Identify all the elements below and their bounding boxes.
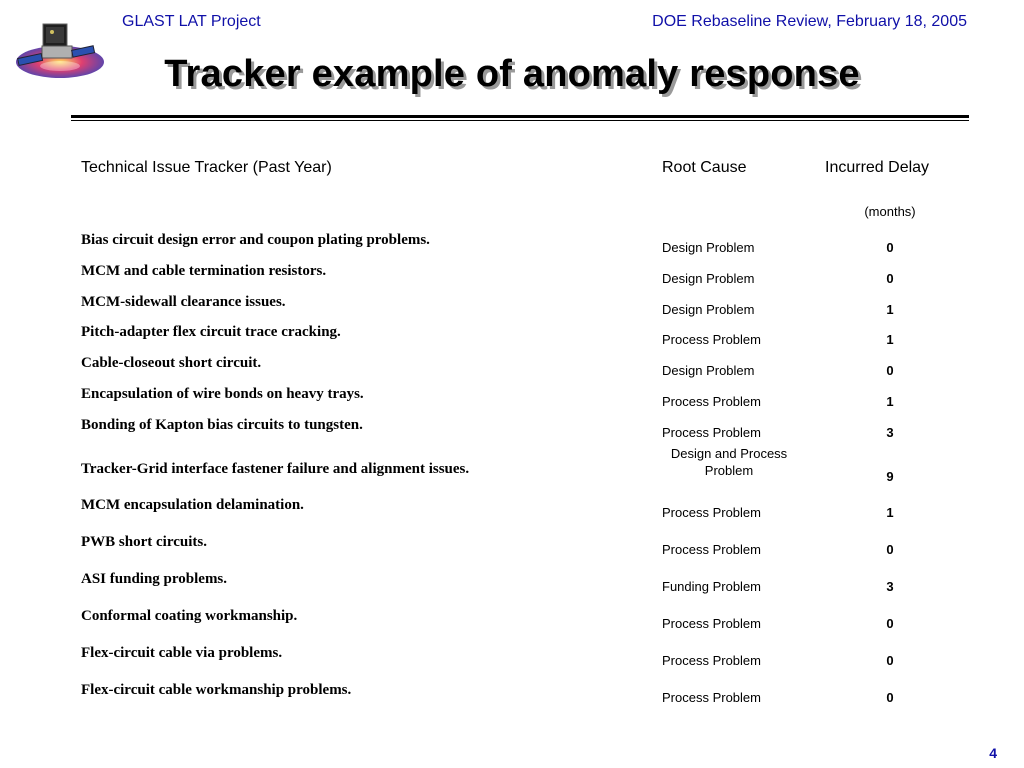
page-number: 4 — [989, 745, 997, 761]
root-cause-text: Process Problem — [662, 425, 761, 440]
header-project: GLAST LAT Project — [122, 13, 261, 30]
issue-text: Cable-closeout short circuit. — [81, 355, 262, 371]
delay-value: 0 — [886, 363, 894, 378]
root-cause-text: Design and Process Problem — [670, 446, 788, 478]
root-cause-text: Process Problem — [662, 505, 761, 520]
root-cause-text: Design Problem — [662, 240, 755, 255]
root-cause-text: Design Problem — [662, 363, 755, 378]
issue-text: Pitch-adapter flex circuit trace cracking. — [81, 324, 341, 340]
delay-value: 9 — [886, 469, 894, 484]
root-cause-text: Process Problem — [662, 690, 761, 705]
title-divider-thick — [71, 115, 969, 118]
delay-value: 0 — [886, 616, 894, 631]
delay-value: 0 — [886, 690, 894, 705]
root-cause-text: Design Problem — [662, 302, 755, 317]
delay-value: 1 — [886, 332, 894, 347]
root-cause-text: Process Problem — [662, 653, 761, 668]
issue-text: MCM encapsulation delamination. — [81, 497, 304, 513]
root-cause-text: Process Problem — [662, 616, 761, 631]
root-cause-text: Process Problem — [662, 394, 761, 409]
page-title: Tracker example of anomaly response — [164, 53, 860, 95]
issue-text: ASI funding problems. — [81, 571, 228, 587]
delay-units-label: (months) — [864, 204, 916, 219]
root-cause-text: Process Problem — [662, 332, 761, 347]
title-divider-thin — [71, 120, 969, 121]
delay-value: 0 — [886, 653, 894, 668]
issue-text: Encapsulation of wire bonds on heavy trays. — [81, 386, 364, 402]
delay-value: 1 — [886, 394, 894, 409]
issue-text: Bonding of Kapton bias circuits to tungsten. — [81, 417, 363, 433]
issue-text: Flex-circuit cable via problems. — [81, 645, 283, 661]
delay-value: 3 — [886, 579, 894, 594]
column-header-incurred-delay: Incurred Delay — [825, 159, 930, 176]
header-review: DOE Rebaseline Review, February 18, 2005 — [652, 13, 967, 30]
delay-value: 0 — [886, 271, 894, 286]
issue-text: Tracker-Grid interface fastener failure and alignment issues. — [81, 461, 470, 477]
issue-text: MCM and cable termination resistors. — [81, 263, 327, 279]
column-header-issue: Technical Issue Tracker (Past Year) — [81, 159, 332, 176]
issue-text: Bias circuit design error and coupon plating problems. — [81, 232, 430, 248]
delay-value: 1 — [886, 505, 894, 520]
root-cause-text: Funding Problem — [662, 579, 761, 594]
issue-text: Conformal coating workmanship. — [81, 608, 298, 624]
issue-text: MCM-sidewall clearance issues. — [81, 294, 286, 310]
delay-value: 0 — [886, 542, 894, 557]
delay-value: 1 — [886, 302, 894, 317]
column-header-root-cause: Root Cause — [662, 159, 747, 176]
root-cause-text: Design Problem — [662, 271, 755, 286]
root-cause-text: Process Problem — [662, 542, 761, 557]
delay-value: 3 — [886, 425, 894, 440]
issue-text: Flex-circuit cable workmanship problems. — [81, 682, 352, 698]
issue-text: PWB short circuits. — [81, 534, 207, 550]
delay-value: 0 — [886, 240, 894, 255]
